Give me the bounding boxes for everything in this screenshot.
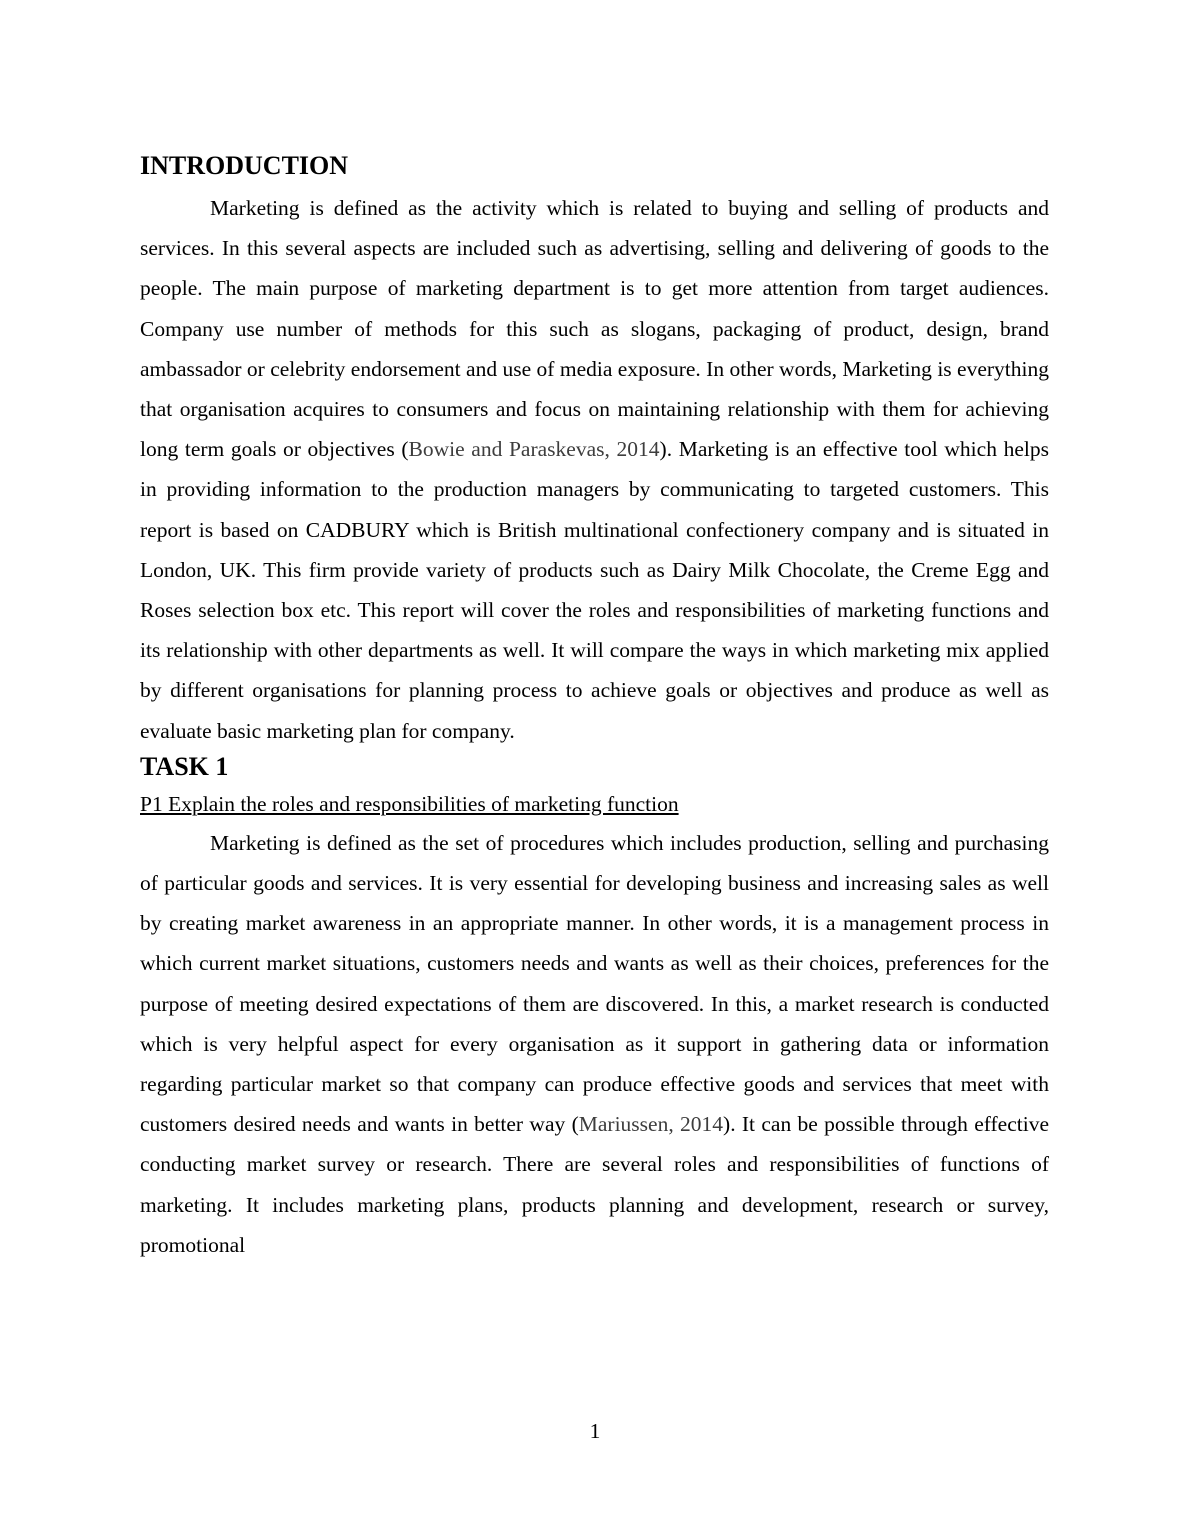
page-number: 1 (589, 1419, 601, 1443)
page-content (140, 150, 1049, 1265)
task1-text-end: ). It can be possible through effective conducting market survey or research. There are several roles and responsibilities of functions of marketing. It includes marketing plans, products planning and development, research or survey, promotional (140, 1112, 1049, 1257)
task1-text-start: Marketing is defined as the set of procedures which includes production, selling and purchasing of particular goods and services. It is very essential for developing business and increasing sales as well by creating market awareness in an appropriate manner. In other words, it is a management process in which current market situations, customers needs and wants as well as their choices, preferences for the purpose of meeting desired expectations of them are discovered. In this, a market research is conducted which is very helpful aspect for every organisation as it support in gathering data or information regarding particular market so that company can produce effective goods and services that meet with customers desired needs and wants in better way ( (140, 830, 1049, 1137)
task1-heading: TASK 1 (140, 751, 229, 781)
citation-mariussen: Mariussen, 2014 (578, 1112, 724, 1137)
introduction-text-start: Marketing is defined as the activity which is related to buying and selling of products and services. In this several aspects are included such as advertising, selling and delivering of goods to the people. The main purpose of marketing department is to get more attention from target audiences. Company use number of methods for this such as slogans, packaging of product, design, brand ambassador or celebrity endorsement and use of media exposure. In other words, Marketing is everything that organisation acquires to consumers and focus on maintaining relationship with them for achieving long term goals or objectives ( (140, 196, 1049, 462)
p1-subheading: P1 Explain the roles and responsibilities of marketing function (140, 791, 679, 816)
citation-bowie-paraskevas: Bowie and Paraskevas, 2014 (408, 437, 660, 462)
introduction-text-end: ). Marketing is an effective tool which helps in providing information to the production managers by communicating to targeted customers. This report is based on CADBURY which is British multinational confectionery company and is situated in London, UK. This firm provide variety of products such as Dairy Milk Chocolate, the Creme Egg and Roses selection box etc. This report will cover the roles and responsibilities of marketing functions and its relationship with other departments as well. It will compare the ways in which marketing mix applied by different organisations for planning process to achieve goals or objectives and produce as well as evaluate basic marketing plan for company. (140, 437, 1049, 743)
task1-paragraph (140, 823, 1049, 1265)
introduction-heading: INTRODUCTION (140, 151, 349, 180)
introduction-paragraph (140, 188, 1049, 751)
